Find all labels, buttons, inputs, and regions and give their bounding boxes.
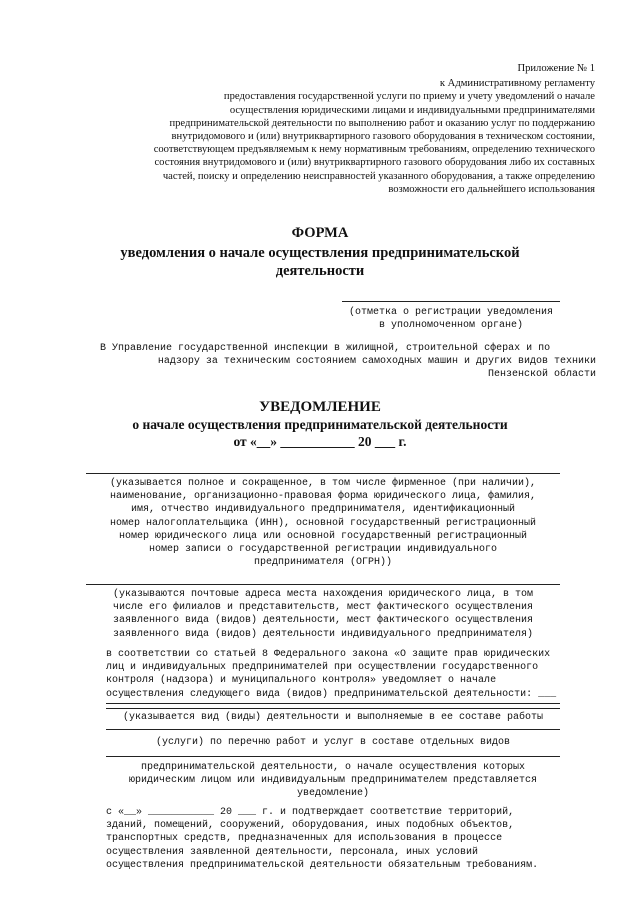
addressee-line: надзору за техническим состоянием самоходных машин и других видов техники (157, 356, 596, 368)
paragraph-line: осуществления заявленной деятельности, персонала, иных условий (106, 846, 479, 858)
caption-line: номер юридического лица или основной государственный регистрационный (118, 530, 528, 542)
registration-mark-line (342, 301, 560, 302)
registration-mark-text: (отметка о регистрации уведомления (348, 307, 554, 318)
confirm-paragraph (106, 806, 596, 872)
form-title-line: ФОРМА (291, 225, 349, 241)
caption-line: номер налогоплательщика (ИНН), основной государственный регистрационный (109, 517, 537, 529)
caption-line: юридическим лицом или индивидуальным предпринимателем представляется (128, 775, 538, 787)
paragraph-line: контроля (надзора) и муниципального контроля» уведомляет о начале (106, 675, 497, 687)
appendix-line: предпринимательской деятельности по выполнению работ и оказанию услуг по поддержанию (169, 117, 595, 129)
business-fill-line (106, 756, 560, 757)
notice-title: УВЕДОМЛЕНИЕ (259, 399, 381, 415)
form-title-line: деятельности (275, 263, 365, 279)
form-title-line: уведомления о начале осуществления предпринимательской (120, 245, 520, 261)
appendix-line: Приложение № 1 (517, 63, 595, 74)
paragraph-line: лиц и индивидуальных предпринимателей при осуществлении государственного (106, 662, 539, 674)
appendix-line: соответствующем предъявляемым к нему нормативным требованиям, определению технического (153, 144, 595, 156)
caption-line: заявленного вида (видов) деятельности, мест фактического осуществления (112, 615, 534, 627)
notice-subtitle: о начале осуществления предпринимательской деятельности (132, 417, 508, 432)
caption-line: имя, отчество индивидуального предпринимателя, идентификационный (130, 504, 516, 516)
applicant-fill-line (86, 473, 560, 474)
applicant-caption (76, 477, 570, 569)
caption-line: предпринимателя (ОГРН)) (253, 557, 393, 569)
addresses-fill-line (86, 584, 560, 585)
addresses-caption (76, 588, 570, 641)
appendix-line: к Административному регламенту (439, 78, 595, 90)
caption-line: предпринимательской деятельности, о начале осуществления которых (140, 762, 526, 773)
appendix-line: частей, поиску и определению неисправностей указанного оборудования, а также определению (162, 170, 595, 182)
services-fill-line (106, 729, 560, 730)
appendix-line: возможности его дальнейшего использования (388, 183, 595, 195)
caption-line: наименование, организационно-правовая форма юридического лица, фамилия, (109, 491, 537, 503)
business-caption (86, 761, 580, 801)
activity-fill-line-2 (106, 708, 560, 709)
appendix-header (150, 62, 595, 196)
paragraph-line: с «__» ___________ 20 ___ г. и подтверждает соответствие территорий, (106, 807, 515, 818)
law-paragraph (106, 648, 596, 701)
activity-type-caption: (указывается вид (виды) деятельности и выполняемые в ее составе работы (122, 712, 544, 723)
paragraph-line: осуществления следующего вида (видов) предпринимательской деятельности: ___ (106, 688, 557, 700)
paragraph-line: зданий, помещений, сооружений, оборудования, иных подобных объектов, (106, 820, 515, 832)
activity-fill-line (106, 703, 560, 704)
form-title (40, 224, 600, 280)
caption-line: уведомление) (296, 788, 369, 800)
addressee-line: Пензенской области (487, 369, 596, 381)
paragraph-line: осуществления предпринимательской деятельности обязательным требованиям. (106, 859, 539, 871)
appendix-line: состояния внутридомового и (или) внутриквартирного газового оборудования либо их составных (154, 157, 595, 169)
services-caption: (услуги) по перечню работ и услуг в составе отдельных видов (155, 737, 511, 748)
appendix-line: внутридомового и (или) внутриквартирного газового оборудования в техническом состоянии, (171, 131, 595, 143)
addressee-block (100, 342, 596, 382)
appendix-line: предоставления государственной услуги по приему и учету уведомлений о начале (223, 91, 595, 103)
caption-line: числе его филиалов и представительств, мест фактического осуществления (112, 602, 534, 614)
caption-line: номер записи о государственной регистрации индивидуального (148, 544, 498, 556)
paragraph-line: в соответствии со статьей 8 Федерального закона «О защите прав юридических (106, 649, 551, 660)
caption-line: (указывается полное и сокращенное, в том числе фирменное (при наличии), (109, 478, 537, 489)
caption-line: заявленного вида (видов) деятельности индивидуального предпринимателя) (112, 628, 534, 640)
paragraph-line: транспортных средств, предназначенных для использования в процессе (106, 833, 503, 845)
registration-mark-text: в уполномоченном органе) (378, 320, 524, 331)
notice-date-line: от «__» ___________ 20 ___ г. (233, 434, 407, 449)
addressee-line: В Управление государственной инспекции в жилищной, строительной сферах и по (100, 343, 551, 354)
appendix-line: осуществления юридическими лицами и индивидуальными предпринимателями (229, 104, 595, 116)
caption-line: (указываются почтовые адреса места нахождения юридического лица, в том (112, 589, 534, 600)
registration-mark-caption (320, 306, 582, 332)
